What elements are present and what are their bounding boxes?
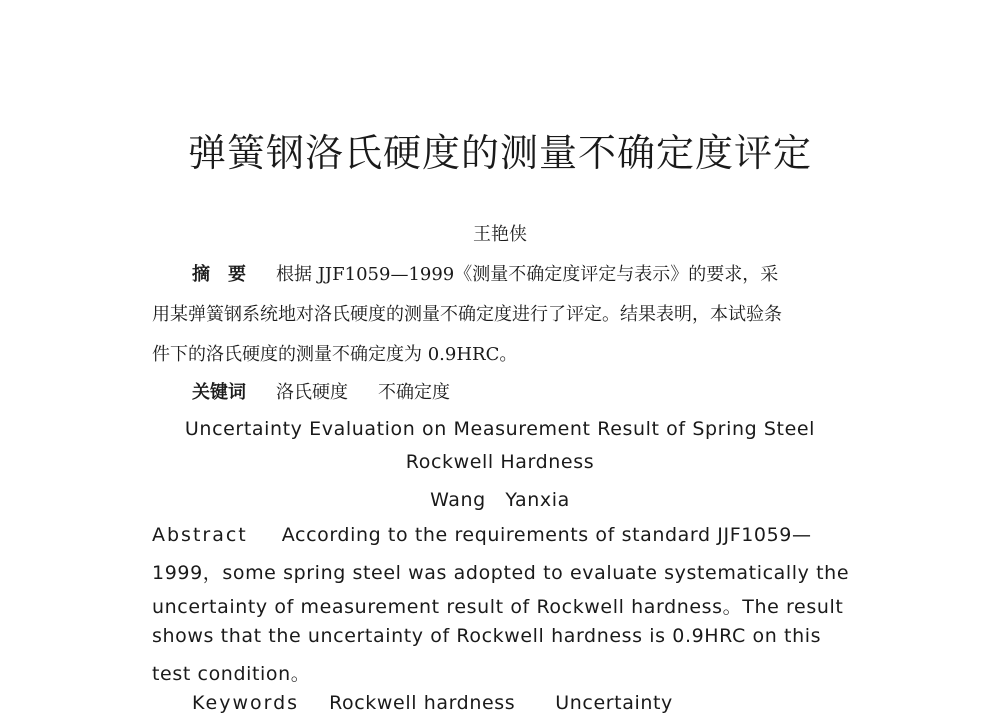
abstract-en-text-5: test condition。 [152, 663, 311, 685]
abstract-en-text-2: 1999，some spring steel was adopted to evaluate systematically the [152, 562, 850, 584]
abstract-cn-text-3: 件下的洛氏硬度的测量不确定度为 0.9HRC。 [152, 344, 518, 365]
abstract-en-line-1 [152, 524, 852, 546]
paper-title: 弹簧钢洛氏硬度的测量不确定度评定 [187, 131, 812, 175]
keywords-en-label: Keywords [192, 692, 300, 714]
keywords-en [152, 692, 852, 714]
english-author: Wang Yanxia [430, 489, 570, 511]
keywords-cn-label: 关键词 [192, 382, 246, 403]
english-title-line-1: Uncertainty Evaluation on Measurement Result of Spring Steel [184, 418, 816, 440]
abstract-en-text-1: According to the requirements of standard JJF1059— [281, 524, 812, 546]
abstract-cn-line-1 [152, 260, 852, 286]
keyword-en-item: Rockwell hardness [329, 692, 516, 714]
abstract-en-text-4: shows that the uncertainty of Rockwell hardness is 0.9HRC on this [152, 625, 822, 647]
abstract-en-label: Abstract [152, 524, 248, 546]
keyword-cn-item: 不确定度 [378, 382, 450, 403]
keyword-cn-item: 洛氏硬度 [276, 382, 348, 403]
author-name: 王艳侠 [473, 224, 527, 245]
abstract-cn-text-2: 用某弹簧钢系统地对洛氏硬度的测量不确定度进行了评定。结果表明，本试验条 [152, 304, 782, 325]
keyword-en-item: Uncertainty [555, 692, 673, 714]
abstract-cn-label: 摘 要 [192, 264, 246, 285]
abstract-cn-text-1: 根据 JJF1059—1999《测量不确定度评定与表示》的要求，采 [276, 264, 779, 285]
abstract-en-text-3: uncertainty of measurement result of Rockwell hardness。The result [152, 596, 844, 618]
keywords-cn [152, 378, 852, 404]
english-title-line-2: Rockwell Hardness [405, 451, 595, 473]
